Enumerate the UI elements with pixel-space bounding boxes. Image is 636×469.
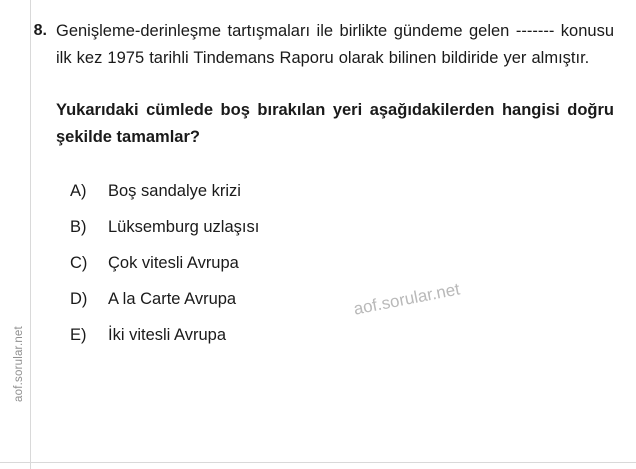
option-d[interactable] — [70, 289, 614, 309]
question-number: 8. — [33, 22, 47, 39]
bottom-divider — [0, 462, 636, 463]
options-list — [70, 181, 614, 345]
question-prompt: Yukarıdaki cümlede boş bırakılan yeri aşağıdakilerden hangisi doğru şekilde tamamlar? — [56, 101, 614, 146]
option-a[interactable] — [70, 181, 614, 201]
option-a-text: Boş sandalye krizi — [108, 182, 241, 200]
question-body — [56, 18, 614, 361]
side-watermark-text: aof.sorular.net — [13, 326, 25, 402]
question-stem: Genişleme-derinleşme tartışmaları ile birlikte gündeme gelen ------- konusu ilk kez 1975 tarihli Tindemans Raporu olarak bilinen bildiride yer almıştır. — [56, 22, 614, 67]
option-b-text: Lüksemburg uzlaşısı — [108, 218, 260, 236]
diagonal-watermark: aof.sorular.net — [352, 279, 462, 319]
option-c[interactable] — [70, 253, 614, 273]
option-a-letter: A) — [70, 182, 87, 200]
option-e-letter: E) — [70, 326, 87, 344]
option-c-letter: C) — [70, 254, 88, 272]
option-b[interactable] — [70, 217, 614, 237]
option-c-text: Çok vitesli Avrupa — [108, 254, 239, 272]
option-e[interactable] — [70, 325, 614, 345]
option-e-text: İki vitesli Avrupa — [108, 326, 226, 344]
option-b-letter: B) — [70, 218, 87, 236]
question-content — [22, 18, 614, 361]
option-d-letter: D) — [70, 290, 88, 308]
question-block — [22, 18, 614, 361]
option-d-text: A la Carte Avrupa — [108, 290, 237, 308]
